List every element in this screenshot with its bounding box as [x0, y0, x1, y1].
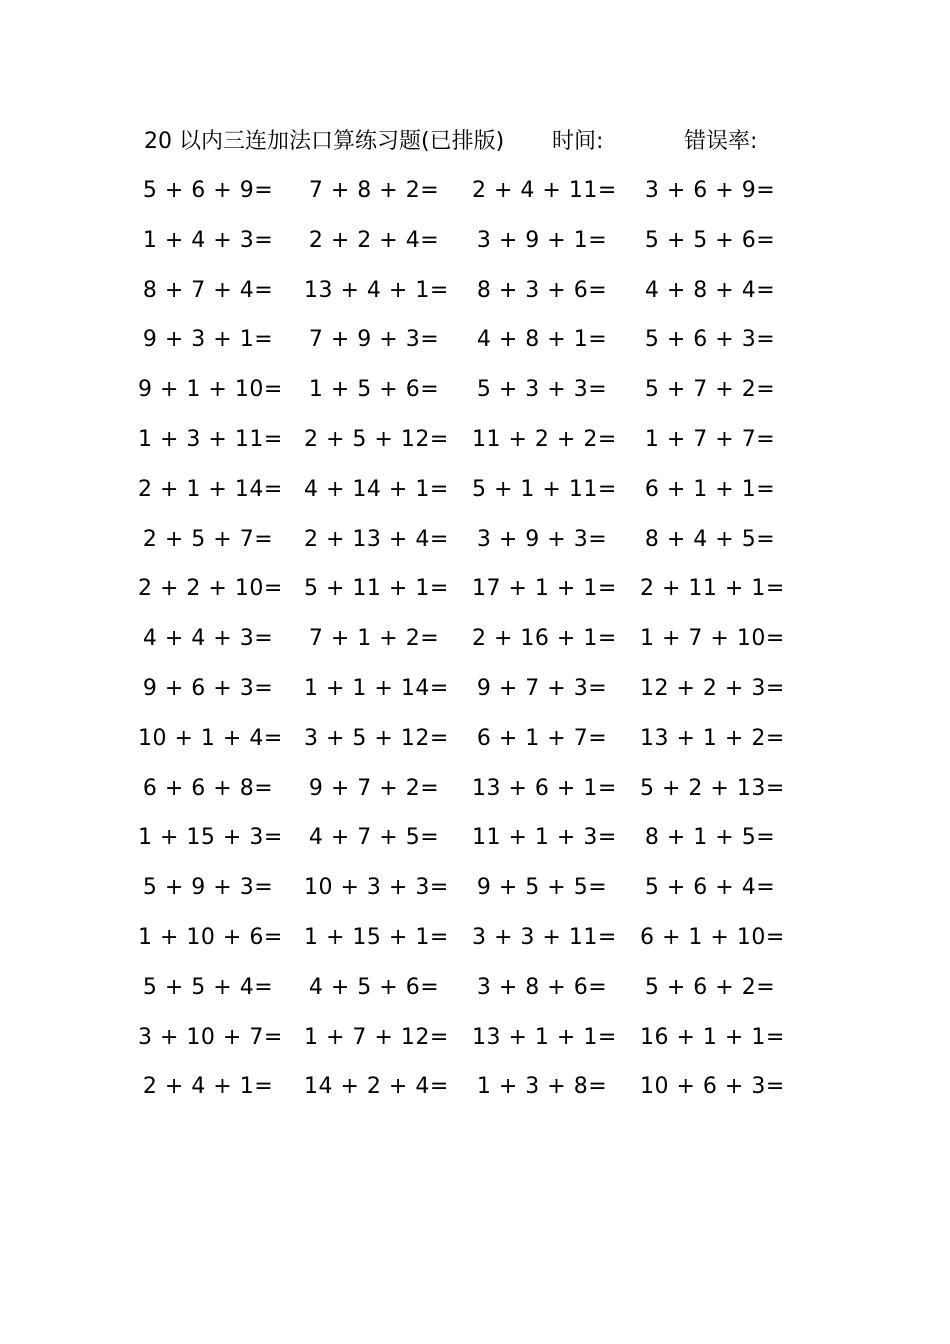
problem-row — [138, 170, 818, 220]
addition-problem: 9 + 7 + 3= — [476, 675, 608, 701]
addition-problem: 2 + 1 + 14= — [138, 476, 283, 502]
worksheet-title: 20 以内三连加法口算练习题(已排版) — [144, 129, 505, 154]
problem-row — [138, 469, 818, 519]
addition-problem: 3 + 6 + 9= — [644, 178, 776, 203]
addition-problem: 3 + 9 + 3= — [476, 526, 608, 552]
addition-problem: 1 + 7 + 7= — [644, 426, 776, 452]
problem-row — [138, 220, 818, 270]
addition-problem: 2 + 16 + 1= — [472, 626, 617, 652]
addition-problem: 6 + 6 + 8= — [142, 775, 274, 801]
addition-problem: 3 + 8 + 6= — [476, 974, 608, 1000]
addition-problem: 1 + 1 + 14= — [304, 675, 449, 701]
addition-problem: 1 + 3 + 11= — [138, 426, 283, 452]
problem-row — [138, 369, 818, 419]
problem-row — [138, 519, 818, 569]
addition-problem: 2 + 4 + 11= — [472, 178, 617, 203]
problem-row — [138, 867, 818, 917]
addition-problem: 5 + 5 + 4= — [142, 974, 274, 1000]
addition-problem: 4 + 7 + 5= — [308, 825, 440, 851]
problem-row — [138, 419, 818, 469]
problem-grid — [138, 170, 818, 1116]
addition-problem: 8 + 7 + 4= — [142, 277, 274, 303]
addition-problem: 5 + 7 + 2= — [644, 377, 776, 403]
addition-problem: 2 + 2 + 4= — [308, 227, 440, 253]
problem-row — [138, 817, 818, 867]
addition-problem: 2 + 4 + 1= — [142, 1074, 274, 1100]
addition-problem: 17 + 1 + 1= — [472, 576, 617, 602]
addition-problem: 13 + 1 + 1= — [472, 1024, 617, 1050]
addition-problem: 2 + 5 + 7= — [142, 526, 274, 552]
error-rate-label: 错误率: — [684, 129, 758, 154]
addition-problem: 4 + 14 + 1= — [304, 476, 449, 502]
addition-problem: 9 + 5 + 5= — [476, 875, 608, 901]
addition-problem: 1 + 10 + 6= — [138, 924, 283, 950]
problem-row — [138, 618, 818, 668]
addition-problem: 9 + 3 + 1= — [142, 327, 274, 353]
addition-problem: 5 + 9 + 3= — [142, 875, 274, 901]
addition-problem: 12 + 2 + 3= — [640, 675, 785, 701]
addition-problem: 1 + 7 + 12= — [304, 1024, 449, 1050]
addition-problem: 5 + 6 + 4= — [644, 875, 776, 901]
addition-problem: 11 + 2 + 2= — [472, 426, 617, 452]
addition-problem: 7 + 8 + 2= — [308, 178, 440, 203]
addition-problem: 8 + 3 + 6= — [476, 277, 608, 303]
addition-problem: 5 + 6 + 2= — [644, 974, 776, 1000]
time-label: 时间: — [552, 129, 604, 154]
addition-problem: 10 + 6 + 3= — [640, 1074, 785, 1100]
addition-problem: 5 + 11 + 1= — [304, 576, 449, 602]
addition-problem: 1 + 7 + 10= — [640, 626, 785, 652]
problem-row — [138, 917, 818, 967]
addition-problem: 6 + 1 + 7= — [476, 725, 608, 751]
addition-problem: 4 + 8 + 4= — [644, 277, 776, 303]
addition-problem: 4 + 5 + 6= — [308, 974, 440, 1000]
addition-problem: 5 + 6 + 9= — [142, 178, 274, 203]
addition-problem: 5 + 2 + 13= — [640, 775, 785, 801]
addition-problem: 5 + 1 + 11= — [472, 476, 617, 502]
problem-row — [138, 1066, 818, 1116]
addition-problem: 3 + 5 + 12= — [304, 725, 449, 751]
problem-row — [138, 270, 818, 320]
problem-row — [138, 668, 818, 718]
addition-problem: 2 + 11 + 1= — [640, 576, 785, 602]
problem-row — [138, 718, 818, 768]
addition-problem: 3 + 10 + 7= — [138, 1024, 283, 1050]
addition-problem: 1 + 5 + 6= — [308, 377, 440, 403]
problem-row — [138, 1017, 818, 1067]
addition-problem: 7 + 9 + 3= — [308, 327, 440, 353]
addition-problem: 5 + 5 + 6= — [644, 227, 776, 253]
problem-row — [138, 967, 818, 1017]
addition-problem: 2 + 13 + 4= — [304, 526, 449, 552]
addition-problem: 8 + 1 + 5= — [644, 825, 776, 851]
problem-row — [138, 768, 818, 818]
addition-problem: 9 + 6 + 3= — [142, 675, 274, 701]
addition-problem: 13 + 1 + 2= — [640, 725, 785, 751]
addition-problem: 8 + 4 + 5= — [644, 526, 776, 552]
addition-problem: 13 + 4 + 1= — [304, 277, 449, 303]
problem-row — [138, 568, 818, 618]
addition-problem: 10 + 3 + 3= — [304, 875, 449, 901]
addition-problem: 16 + 1 + 1= — [640, 1024, 785, 1050]
addition-problem: 5 + 3 + 3= — [476, 377, 608, 403]
addition-problem: 10 + 1 + 4= — [138, 725, 283, 751]
addition-problem: 3 + 3 + 11= — [472, 924, 617, 950]
addition-problem: 9 + 1 + 10= — [138, 377, 283, 403]
addition-problem: 6 + 1 + 10= — [640, 924, 785, 950]
addition-problem: 9 + 7 + 2= — [308, 775, 440, 801]
addition-problem: 4 + 4 + 3= — [142, 626, 274, 652]
addition-problem: 14 + 2 + 4= — [304, 1074, 449, 1100]
addition-problem: 1 + 15 + 1= — [304, 924, 449, 950]
problem-row — [138, 319, 818, 369]
addition-problem: 2 + 5 + 12= — [304, 426, 449, 452]
addition-problem: 7 + 1 + 2= — [308, 626, 440, 652]
addition-problem: 4 + 8 + 1= — [476, 327, 608, 353]
addition-problem: 6 + 1 + 1= — [644, 476, 776, 502]
addition-problem: 1 + 15 + 3= — [138, 825, 283, 851]
worksheet-header — [144, 124, 784, 160]
addition-problem: 1 + 3 + 8= — [476, 1074, 608, 1100]
addition-problem: 13 + 6 + 1= — [472, 775, 617, 801]
addition-problem: 1 + 4 + 3= — [142, 227, 274, 253]
addition-problem: 11 + 1 + 3= — [472, 825, 617, 851]
addition-problem: 5 + 6 + 3= — [644, 327, 776, 353]
addition-problem: 3 + 9 + 1= — [476, 227, 608, 253]
addition-problem: 2 + 2 + 10= — [138, 576, 283, 602]
